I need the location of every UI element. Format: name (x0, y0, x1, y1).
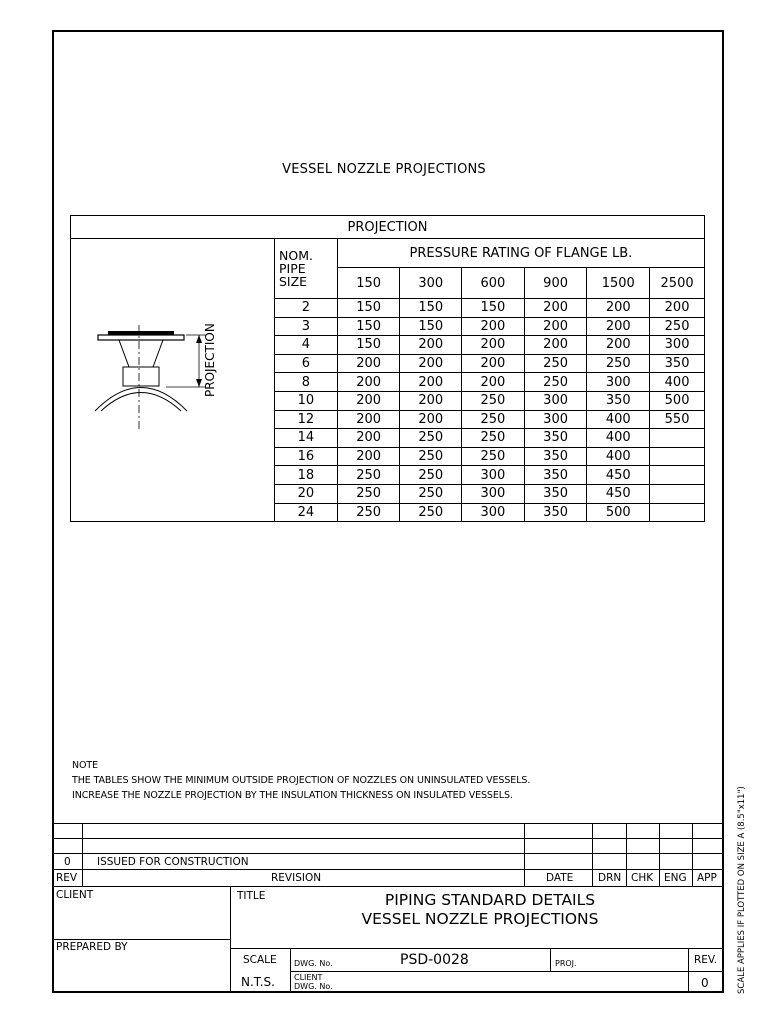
title-label: TITLE (237, 890, 266, 902)
client-dwg-label: CLIENT DWG. No. (294, 973, 333, 991)
chk-header: CHK (631, 872, 654, 884)
table-row: 3 150 150 200 200 200 250 (71, 317, 705, 336)
revision-header: REVISION (271, 872, 322, 884)
table-row: 20 250 250 300 350 450 (71, 484, 705, 503)
table-row: 12 200 200 250 300 400 550 (71, 410, 705, 429)
nozzle-sketch-cell (71, 239, 275, 522)
note-line-1: THE TABLES SHOW THE MINIMUM OUTSIDE PROJECTION OF NOZZLES ON UNINSULATED VESSELS. (72, 775, 531, 786)
table-row: 4 150 200 200 200 200 300 (71, 336, 705, 355)
rating-600: 600 (462, 268, 525, 299)
rev-value: 0 (701, 976, 709, 990)
note-block (72, 758, 530, 803)
date-header: DATE (546, 872, 574, 884)
table-row: 10 200 200 250 300 350 500 (71, 391, 705, 410)
eng-header: ENG (664, 872, 687, 884)
nps-header: NOM. PIPE SIZE (275, 239, 338, 299)
rating-150: 150 (337, 268, 400, 299)
note-line-2: INCREASE THE NOZZLE PROJECTION BY THE INSULATION THICKNESS ON INSULATED VESSELS. (72, 790, 513, 801)
scale-note: SCALE APPLIES IF PLOTTED ON SIZE A (8.5"x11") (737, 786, 747, 994)
table-row: 14 200 250 250 350 400 (71, 429, 705, 448)
scale-label: SCALE (243, 954, 277, 966)
drn-header: DRN (598, 872, 622, 884)
projection-dimension-label: PROJECTION (203, 323, 217, 398)
table-row: 6 200 200 200 250 250 350 (71, 354, 705, 373)
note-label: NOTE (72, 760, 98, 771)
nozzle-sketch (71, 239, 274, 521)
table-row: 8 200 200 200 250 300 400 (71, 373, 705, 392)
client-label: CLIENT (56, 889, 94, 901)
revision-entry-rev: 0 (64, 856, 71, 868)
projection-header: PROJECTION (71, 216, 705, 239)
table-row: 2 150 150 150 200 200 200 (71, 299, 705, 318)
rating-2500: 2500 (650, 268, 705, 299)
table-row: 16 200 250 250 350 400 (71, 447, 705, 466)
pressure-rating-header: PRESSURE RATING OF FLANGE LB. (337, 239, 704, 268)
rating-900: 900 (524, 268, 587, 299)
dwg-no-value: PSD-0028 (400, 952, 469, 968)
revision-entry-text: ISSUED FOR CONSTRUCTION (97, 856, 249, 868)
scale-value: N.T.S. (241, 975, 275, 989)
rating-300: 300 (400, 268, 462, 299)
rev-label: REV. (694, 954, 718, 966)
rating-1500: 1500 (587, 268, 650, 299)
dwg-no-label: DWG. No. (294, 959, 333, 968)
projection-table (70, 215, 705, 522)
title-line-1: PIPING STANDARD DETAILS (384, 891, 596, 909)
app-header: APP (697, 872, 717, 884)
table-row: 18 250 250 300 350 450 (71, 466, 705, 485)
title-line-2: VESSEL NOZZLE PROJECTIONS (361, 910, 599, 928)
drawing-heading: VESSEL NOZZLE PROJECTIONS (282, 162, 486, 177)
table-row: 24 250 250 300 350 500 (71, 503, 705, 522)
rev-header: REV (56, 872, 78, 884)
prepared-by-label: PREPARED BY (56, 941, 128, 953)
proj-label: PROJ. (555, 959, 577, 968)
